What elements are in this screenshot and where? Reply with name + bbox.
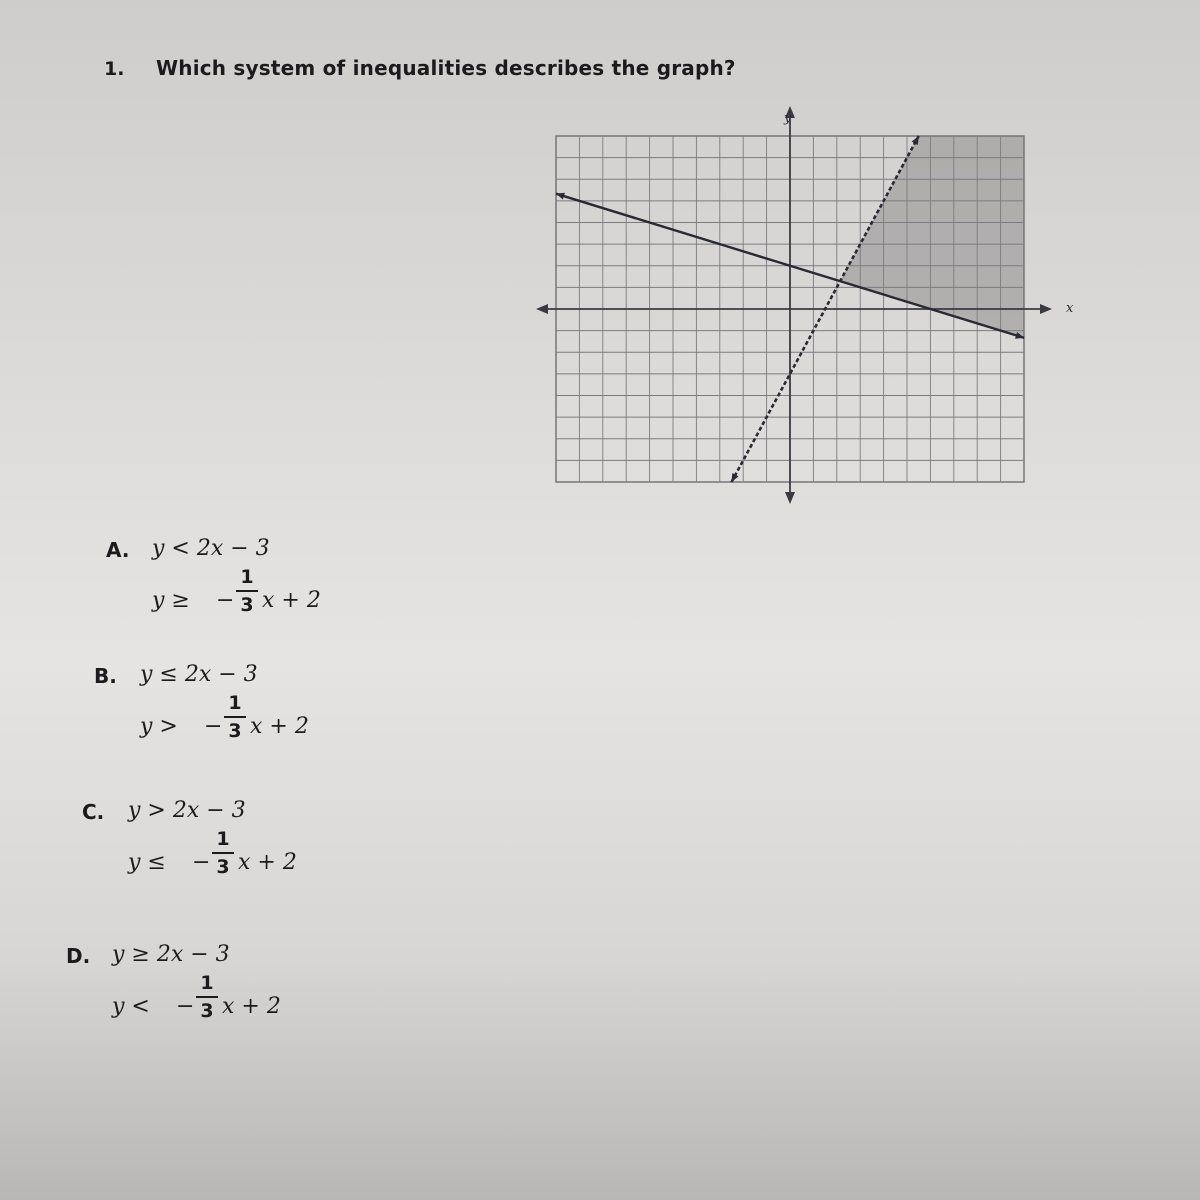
choice-inequality-1: y < 2x − 3 [152,536,270,561]
fraction-denominator: 3 [240,594,254,616]
fraction-numerator: 1 [216,828,230,850]
inequality-rhs: x + 2 [250,714,309,739]
inequality-rhs: x + 2 [262,588,321,613]
choice-letter: D. [66,944,91,968]
choice-inequality-1: y > 2x − 3 [128,798,246,823]
y-axis-down-arrow [785,492,795,504]
fraction [236,566,258,616]
minus-sign: − [192,850,211,875]
fraction-bar [212,852,234,854]
fraction-numerator: 1 [228,692,242,714]
fraction [212,828,234,878]
inequality-graph [528,104,1088,504]
choice-letter: A. [106,538,130,562]
fraction-denominator: 3 [200,1000,214,1022]
minus-sign: − [216,588,235,613]
inequality-lhs: y > [140,714,178,739]
minus-sign: − [176,994,195,1019]
question-number: 1. [104,58,125,80]
inequality-lhs: y ≤ [128,850,166,875]
inequality-rhs: x + 2 [238,850,297,875]
line-arrowhead [556,193,565,200]
choice-inequality-1: y ≥ 2x − 3 [112,942,230,967]
x-axis-right-arrow [1040,304,1052,314]
minus-sign: − [204,714,223,739]
shaded-region [841,136,1024,338]
fraction-bar [224,716,246,718]
fraction-denominator: 3 [228,720,242,742]
fraction [224,692,246,742]
fraction-bar [196,996,218,998]
choice-letter: B. [94,664,117,688]
choice-letter: C. [82,800,105,824]
fraction-numerator: 1 [200,972,214,994]
fraction [196,972,218,1022]
inequality-lhs: y < [112,994,150,1019]
inequality-rhs: x + 2 [222,994,281,1019]
y-axis-label: y [784,111,792,126]
choice-inequality-1: y ≤ 2x − 3 [140,662,258,687]
fraction-denominator: 3 [216,856,230,878]
solution-shading [841,136,1024,338]
x-axis-label: x [1066,301,1074,316]
x-axis-left-arrow [536,304,548,314]
fraction-bar [236,590,258,592]
inequality-lhs: y ≥ [152,588,190,613]
fraction-numerator: 1 [240,566,254,588]
question-text: Which system of inequalities describes the graph? [156,56,736,80]
